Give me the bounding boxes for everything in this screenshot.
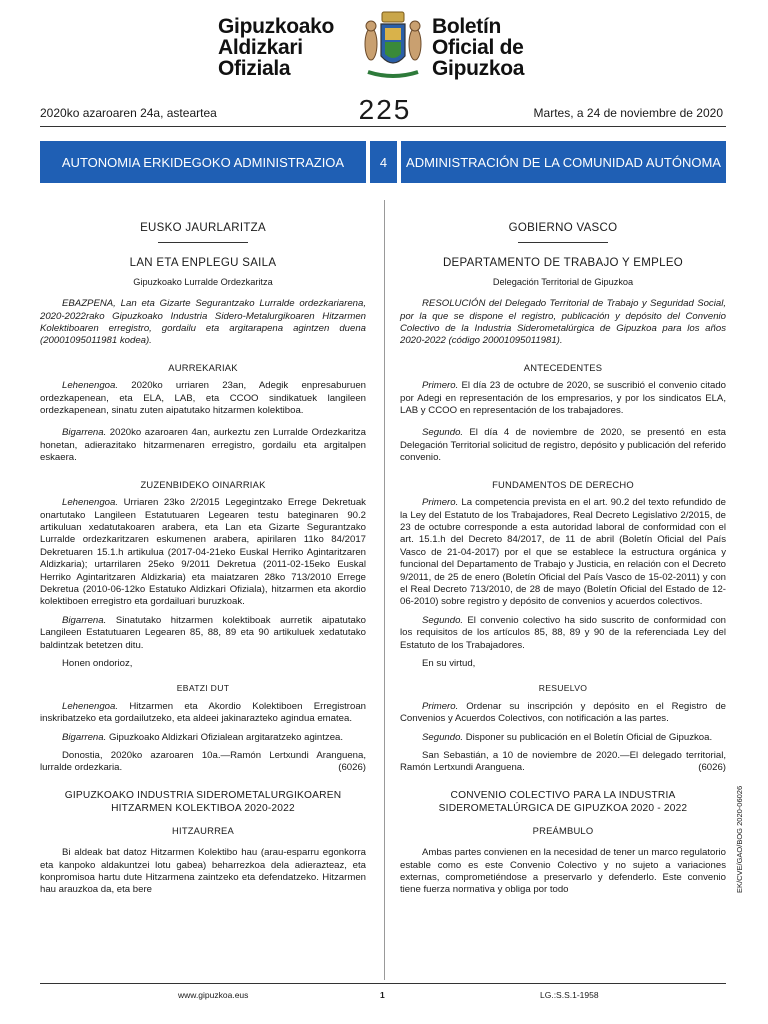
basque-column [40, 222, 366, 897]
paragraph-lead: Primero. [422, 380, 459, 392]
coat-of-arms-icon [362, 10, 424, 82]
masthead-line: Ofiziala [218, 57, 291, 80]
paragraph-text: Disponer su publicación en el Boletín Oficial de Gipuzkoa. [465, 731, 713, 743]
paragraph-text: Ambas partes convienen en la necesidad de tener un marco regulatorio estable como es este Convenio Colectivo y no sujeto a variaciones externas, comprometiéndose a preservarlo y defenderlo. Este convenio tiene fuerza normativa y obliga por todo [400, 847, 726, 896]
paragraph [40, 427, 366, 464]
legal-deposit: LG.:S.S.1-1958 [540, 990, 599, 1000]
delegation-heading: Delegación Territorial de Gipuzkoa [492, 276, 634, 287]
paragraph [400, 497, 726, 609]
paragraph [40, 732, 366, 744]
header-divider [40, 126, 726, 127]
section-title: AURREKARIAK [168, 361, 238, 373]
paragraph-lead: Segundo. [422, 614, 464, 626]
paragraph-text: El día 23 de octubre de 2020, se suscribió el convenio citado por Adegi en representación de los empresarios, y por los sindicatos ELA, LAB y CCOO en representación de los trabajadores. [400, 380, 726, 417]
paragraph-text: Bi aldeak bat datoz Hitzarmen Kolektibo hau (arau-esparru egonkorra eta kanpoko aldakuntzei lotu gabea) beharrezkoa dela adierazteaz, eta konpromisoa hartu dute Hitzarmena zaintzeko eta defendatzeko. Hitzarmen hau arauzkoa da, eta bere [40, 847, 366, 896]
convention-title: GIPUZKOAKO INDUSTRIA SIDEROMETALURGIKOAREN HITZARMEN KOLEKTIBOA 2020-2022 [64, 789, 342, 814]
paragraph [400, 427, 726, 464]
document-side-code: EK/CVE/GAO/BOG 2020-06026 [735, 785, 744, 893]
masthead-line: Gipuzkoako [218, 15, 335, 38]
section-title: HITZAURREA [172, 824, 234, 836]
paragraph-lead: Lehenengoa. [62, 380, 119, 392]
signature-text: San Sebastián, a 10 de noviembre de 2020.—El delegado territorial, Ramón Lertxundi Aranguena. [400, 750, 726, 774]
paragraph-lead: Bigarrena. [62, 614, 107, 626]
paragraph-text: Sinatutako hitzarmen kolektiboak aurretik aipatutako Langileen Estatutuaren Legearen 85, 88, 89 eta 90 artikuluek xedatutako baldintzak betetzen ditu. [40, 614, 366, 651]
footer-website-link[interactable]: www.gipuzkoa.eus [178, 990, 249, 1000]
spanish-column [400, 222, 726, 897]
section-banner-spanish: ADMINISTRACIÓN DE LA COMUNIDAD AUTÓNOMA [401, 141, 726, 183]
paragraph-lead: Lehenengoa. [62, 700, 119, 712]
paragraph-lead: Bigarrena. [62, 427, 107, 439]
page-number: 1 [380, 990, 385, 1000]
department-heading: LAN ETA ENPLEGU SAILA [129, 257, 277, 270]
organization-heading: GOBIERNO VASCO [508, 222, 618, 234]
paragraph [400, 380, 726, 417]
footer-divider [40, 983, 726, 984]
paragraph-text: El convenio colectivo ha sido suscrito de conformidad con los requisitos de los artículos 85, 88, 89 y 90 de la referenciada Ley del Estatuto de los Trabajadores. [400, 614, 727, 651]
paragraph-text: 2020ko azaroaren 4an, aurkeztu zen Lurralde Ordezkaritza honetan, adierazitako hitzarmenaren erregistro, gordailu eta argitalpen eskaera. [40, 427, 367, 464]
section-title: RESUELVO [538, 683, 588, 694]
resolution-summary: RESOLUCIÓN del Delegado Territorial de Trabajo y Seguridad Social, por la que se dispone el registro, publicación y depósito del Convenio Colectivo de la Industria Siderometalúrgica de Gipuzkoa para los años 2020-2022 (código 20001095011981). [400, 298, 726, 347]
paragraph-lead: Bigarrena. [62, 731, 107, 743]
column-divider [384, 200, 385, 980]
masthead-line: Oficial de [432, 36, 524, 59]
paragraph-text: Ordenar su inscripción y depósito en el Registro de Convenios y Acuerdos Colectivos, con notificación a las partes. [400, 700, 726, 725]
convention-title: CONVENIO COLECTIVO PARA LA INDUSTRIA SIDEROMETALÚRGICA DE GIPUZKOA 2020 - 2022 [438, 789, 688, 814]
paragraph-lead: Segundo. [422, 427, 464, 439]
section-title: ANTECEDENTES [523, 361, 603, 373]
masthead-line: Aldizkari [218, 36, 303, 59]
resolution-summary: EBAZPENA, Lan eta Gizarte Segurantzako Lurralde ordezkariarena, 2020-2022rako Gipuzkoako Industria Sidero-Metalurgikoaren Hitzarmen Kolektiboaren erregistro, gordailu eta argitarapena agintzen duena (20001095011981 kodea). [40, 298, 366, 347]
paragraph [40, 497, 366, 609]
organization-heading: EUSKO JAURLARITZA [140, 222, 266, 234]
paragraph [400, 701, 726, 726]
section-title: FUNDAMENTOS DE DERECHO [492, 478, 634, 490]
paragraph [40, 701, 366, 726]
paragraph-lead: Primero. [422, 497, 459, 509]
heading-rule [158, 242, 248, 243]
date-basque: 2020ko azaroaren 24a, asteartea [40, 106, 217, 120]
paragraph-text: Honen ondorioz, [62, 657, 133, 669]
paragraph-text: Urriaren 23ko 2/2015 Legegintzako Errege Dekretuak onartutako Langileen Estatutuaren Legearen testu bateginaren 90.2 artikuluan xedatutakoaren arabera, eta Lan eta Gizarte Segurantzako Lurralde ordezkaritzaren eskumenen arabera, apirilaren 11ko 84/2017 Dekretuaren 15.1.h artikulua (2017-04-21eko Euskal Herriko Agintaritzaren Aldizkaria); urtarrilaren 25eko 9/2011 Dekretua (2011-02-15eko Euskal Herriko Agintaritzaren Aldizkaria) eta maiatzaren 28ko 713/2010 Errege Dekretua (2010-06-12ko Estatuko Aldizkari Ofiziala), hitzarmen eta akordio kolektiboen erregistro eta gordailuari buruzkoak. [40, 497, 366, 608]
issue-number: 225 [358, 94, 412, 125]
reference-number: (6026) [338, 762, 366, 774]
paragraph [40, 615, 366, 652]
section-title: PREÁMBULO [532, 824, 594, 836]
signature [400, 750, 726, 775]
paragraph-lead: Segundo. [422, 731, 464, 743]
masthead-line: Gipuzkoa [432, 57, 525, 80]
delegation-heading: Gipuzkoako Lurralde Ordezkaritza [133, 276, 273, 287]
section-banner-number: 4 [370, 141, 397, 183]
paragraph-lead: Lehenengoa. [62, 497, 119, 509]
department-heading: DEPARTAMENTO DE TRABAJO Y EMPLEO [442, 257, 684, 270]
paragraph [40, 380, 366, 417]
paragraph-text: La competencia prevista en el art. 90.2 del texto refundido de la Ley del Estatuto de los Trabajadores, Real Decreto Legislativo 2/2015, de 23 de octubre corresponde a esta autoridad laboral de conformidad con el art. 15.1.h del Decreto 84/2017, de 11 de abril (Boletín Oficial del País Vasco de 21-04-2017) por el que se establece la estructura orgánica y funcional del Departamento de Trabajo y Justicia, en relación con el Decreto 9/2011, de 25 de enero (Boletín Oficial del País Vasco de 15-02-2011) y con el Real Decreto 713/2010, de 28 de mayo (Boletín Oficial del Estado de 12-06-2010) sobre registro y depósito de convenios y acuerdos colectivos. [400, 497, 726, 608]
paragraph [400, 615, 726, 652]
masthead-line: Boletín [432, 15, 502, 38]
reference-number: (6026) [698, 762, 726, 774]
paragraph-text: Hitzarmen eta Akordio Kolektiboen Erregistroan inskribatzeko eta gordailutzeko, eta aldeei jakinarazteko agindua ematea. [40, 700, 366, 725]
masthead-spanish-title [432, 16, 582, 79]
section-title: ZUZENBIDEKO OINARRIAK [140, 478, 266, 490]
paragraph-text: El día 4 de noviembre de 2020, se presentó en esta Delegación Territorial solicitud de registro, depósito y publicación del referido convenio. [400, 427, 726, 464]
section-title: EBATZI DUT [176, 683, 230, 694]
paragraph-text: Gipuzkoako Aldizkari Ofizialean argitaratzeko agintzea. [108, 731, 344, 743]
paragraph-text: En su virtud, [422, 657, 476, 669]
signature-text: Donostia, 2020ko azaroaren 10a.—Ramón Lertxundi Aranguena, lurralde ordezkaria. [40, 750, 366, 774]
signature [40, 750, 366, 775]
masthead-basque-title [218, 16, 358, 79]
paragraph [400, 732, 726, 744]
paragraph-lead: Primero. [422, 700, 459, 712]
section-banner-basque: AUTONOMIA ERKIDEGOKO ADMINISTRAZIOA [40, 141, 366, 183]
paragraph-text: 2020ko urriaren 23an, Adegik enpresaburuen ordezkapenean, eta ELA, LAB, eta CCOO sindikatuek langileen ordezkapenean, sinatu zuten aipatutako hitzarmen kolektiboa. [40, 380, 366, 417]
heading-rule [518, 242, 608, 243]
date-spanish: Martes, a 24 de noviembre de 2020 [533, 106, 723, 120]
